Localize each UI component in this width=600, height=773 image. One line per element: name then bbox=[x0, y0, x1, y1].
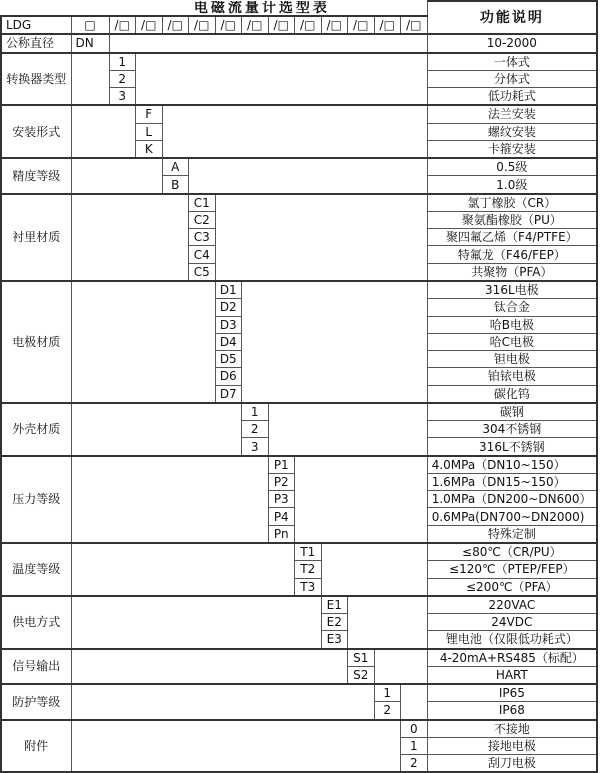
option-code: 2 bbox=[242, 421, 269, 438]
option-desc: 316L不锈钢 bbox=[427, 438, 597, 456]
category-housing-material: 外壳材质 bbox=[1, 403, 71, 456]
empty-cell bbox=[71, 53, 109, 106]
category-converter-type: 转换器类型 bbox=[1, 53, 71, 106]
option-code: 3 bbox=[109, 88, 136, 106]
option-desc: 卡箍安装 bbox=[427, 140, 597, 158]
option-code: D6 bbox=[215, 368, 242, 385]
model-checkbox: □ bbox=[71, 16, 109, 34]
option-desc: 哈B电极 bbox=[427, 316, 597, 333]
empty-cell bbox=[71, 403, 242, 456]
table-title: 电磁流量计选型表 bbox=[1, 1, 427, 16]
option-desc: 螺纹安装 bbox=[427, 123, 597, 140]
option-code: T2 bbox=[295, 561, 322, 578]
category-electrode-material: 电极材质 bbox=[1, 281, 71, 403]
option-desc: 聚四氟乙烯（F4/PTFE） bbox=[427, 229, 597, 246]
empty-cell bbox=[71, 649, 348, 685]
category-installation-type: 安装形式 bbox=[1, 105, 71, 158]
option-desc: IP68 bbox=[427, 702, 597, 720]
empty-cell bbox=[374, 649, 427, 685]
option-desc: ≤80℃（CR/PU） bbox=[427, 543, 597, 561]
diameter-code: DN bbox=[71, 34, 109, 52]
option-desc: 1.0级 bbox=[427, 176, 597, 194]
model-code-segment-box: /□ bbox=[215, 16, 242, 34]
option-code: A bbox=[162, 158, 189, 176]
empty-cell bbox=[109, 34, 427, 52]
option-code: C5 bbox=[189, 263, 216, 281]
empty-cell bbox=[242, 281, 428, 403]
option-code: 1 bbox=[242, 403, 269, 421]
option-desc: 低功耗式 bbox=[427, 88, 597, 106]
option-desc: 铂铱电极 bbox=[427, 368, 597, 385]
option-code: T1 bbox=[295, 543, 322, 561]
option-code: C4 bbox=[189, 246, 216, 263]
empty-cell bbox=[71, 158, 162, 194]
category-liner-material: 衬里材质 bbox=[1, 194, 71, 281]
option-desc: 刮刀电极 bbox=[427, 755, 597, 773]
option-desc: 聚氨酯橡胶（PU） bbox=[427, 211, 597, 228]
option-code: L bbox=[136, 123, 163, 140]
option-code: D4 bbox=[215, 333, 242, 350]
empty-cell bbox=[348, 596, 428, 649]
empty-cell bbox=[71, 720, 401, 773]
empty-cell bbox=[71, 281, 215, 403]
model-code-label: LDG bbox=[1, 16, 71, 34]
category-accuracy-class: 精度等级 bbox=[1, 158, 71, 194]
option-desc: 碳化钨 bbox=[427, 385, 597, 403]
option-code: D1 bbox=[215, 281, 242, 299]
option-code: P1 bbox=[268, 456, 295, 474]
option-desc: 钽电极 bbox=[427, 351, 597, 368]
option-desc: 氯丁橡胶（CR） bbox=[427, 194, 597, 212]
option-code: S1 bbox=[348, 649, 375, 667]
option-code: P3 bbox=[268, 491, 295, 508]
option-code: P2 bbox=[268, 473, 295, 490]
option-desc: 304不锈钢 bbox=[427, 421, 597, 438]
model-code-segment-box: /□ bbox=[401, 16, 428, 34]
model-code-segment-box: /□ bbox=[189, 16, 216, 34]
empty-cell bbox=[136, 53, 428, 106]
option-desc: 法兰安装 bbox=[427, 105, 597, 123]
option-code: D3 bbox=[215, 316, 242, 333]
option-code: 2 bbox=[109, 70, 136, 87]
option-desc: ≤200℃（PFA） bbox=[427, 578, 597, 596]
category-temperature-rating: 温度等级 bbox=[1, 543, 71, 596]
option-desc: 碳钢 bbox=[427, 403, 597, 421]
empty-cell bbox=[189, 158, 428, 194]
empty-cell bbox=[71, 596, 321, 649]
option-desc: 220VAC bbox=[427, 596, 597, 614]
option-desc: 不接地 bbox=[427, 720, 597, 738]
option-code: D2 bbox=[215, 299, 242, 316]
category-power-supply: 供电方式 bbox=[1, 596, 71, 649]
diameter-range: 10-2000 bbox=[427, 34, 597, 52]
model-code-segment-box: /□ bbox=[109, 16, 136, 34]
model-code-segment-box: /□ bbox=[162, 16, 189, 34]
option-desc: 接地电极 bbox=[427, 737, 597, 754]
option-desc: 0.5级 bbox=[427, 158, 597, 176]
option-code: 3 bbox=[242, 438, 269, 456]
option-code: 0 bbox=[401, 720, 428, 738]
empty-cell bbox=[401, 684, 428, 720]
option-desc: ≤120℃（PTEP/FEP） bbox=[427, 561, 597, 578]
empty-cell bbox=[268, 403, 427, 456]
option-desc: 哈C电极 bbox=[427, 333, 597, 350]
option-desc: 1.0MPa（DN200~DN600） bbox=[427, 491, 597, 508]
model-code-segment-box: /□ bbox=[374, 16, 401, 34]
option-code: 1 bbox=[374, 684, 401, 702]
option-desc: 共聚物（PFA） bbox=[427, 263, 597, 281]
model-code-segment-box: /□ bbox=[136, 16, 163, 34]
category-nominal-diameter: 公称直径 bbox=[1, 34, 71, 52]
option-desc: 钛合金 bbox=[427, 299, 597, 316]
option-code: D5 bbox=[215, 351, 242, 368]
option-desc: 0.6MPa(DN700~DN2000) bbox=[427, 508, 597, 525]
option-code: Pn bbox=[268, 525, 295, 543]
option-desc: IP65 bbox=[427, 684, 597, 702]
option-code: C2 bbox=[189, 211, 216, 228]
function-column-header: 功能说明 bbox=[427, 1, 597, 34]
empty-cell bbox=[71, 684, 374, 720]
option-code: 2 bbox=[401, 755, 428, 773]
option-code: P4 bbox=[268, 508, 295, 525]
option-code: 1 bbox=[109, 53, 136, 71]
model-code-segment-box: /□ bbox=[348, 16, 375, 34]
model-code-segment-box: /□ bbox=[295, 16, 322, 34]
option-code: C3 bbox=[189, 229, 216, 246]
model-code-segment-box: /□ bbox=[242, 16, 269, 34]
empty-cell bbox=[162, 105, 427, 158]
option-code: 1 bbox=[401, 737, 428, 754]
option-desc: 锂电池（仅限低功耗式） bbox=[427, 631, 597, 649]
option-code: F bbox=[136, 105, 163, 123]
empty-cell bbox=[71, 105, 136, 158]
category-pressure-rating: 压力等级 bbox=[1, 456, 71, 543]
option-desc: 特氟龙（F46/FEP） bbox=[427, 246, 597, 263]
category-accessories: 附件 bbox=[1, 720, 71, 773]
option-desc: 特殊定制 bbox=[427, 525, 597, 543]
option-desc: 316L电极 bbox=[427, 281, 597, 299]
option-code: K bbox=[136, 140, 163, 158]
option-desc: 4-20mA+RS485（标配） bbox=[427, 649, 597, 667]
option-desc: 1.6MPa（DN15~150） bbox=[427, 473, 597, 490]
option-desc: HART bbox=[427, 666, 597, 684]
empty-cell bbox=[71, 543, 295, 596]
option-code: S2 bbox=[348, 666, 375, 684]
option-code: C1 bbox=[189, 194, 216, 212]
option-desc: 4.0MPa（DN10~150） bbox=[427, 456, 597, 474]
option-code: E3 bbox=[321, 631, 348, 649]
empty-cell bbox=[71, 456, 268, 543]
option-code: D7 bbox=[215, 385, 242, 403]
model-code-segment-box: /□ bbox=[321, 16, 348, 34]
option-code: T3 bbox=[295, 578, 322, 596]
option-desc: 一体式 bbox=[427, 53, 597, 71]
model-code-segment-box: /□ bbox=[268, 16, 295, 34]
empty-cell bbox=[71, 194, 189, 281]
empty-cell bbox=[321, 543, 427, 596]
option-desc: 分体式 bbox=[427, 70, 597, 87]
option-code: 2 bbox=[374, 702, 401, 720]
empty-cell bbox=[215, 194, 427, 281]
option-code: E2 bbox=[321, 614, 348, 631]
category-signal-output: 信号输出 bbox=[1, 649, 71, 685]
option-code: E1 bbox=[321, 596, 348, 614]
option-code: B bbox=[162, 176, 189, 194]
empty-cell bbox=[295, 456, 428, 543]
option-desc: 24VDC bbox=[427, 614, 597, 631]
category-protection-rating: 防护等级 bbox=[1, 684, 71, 720]
